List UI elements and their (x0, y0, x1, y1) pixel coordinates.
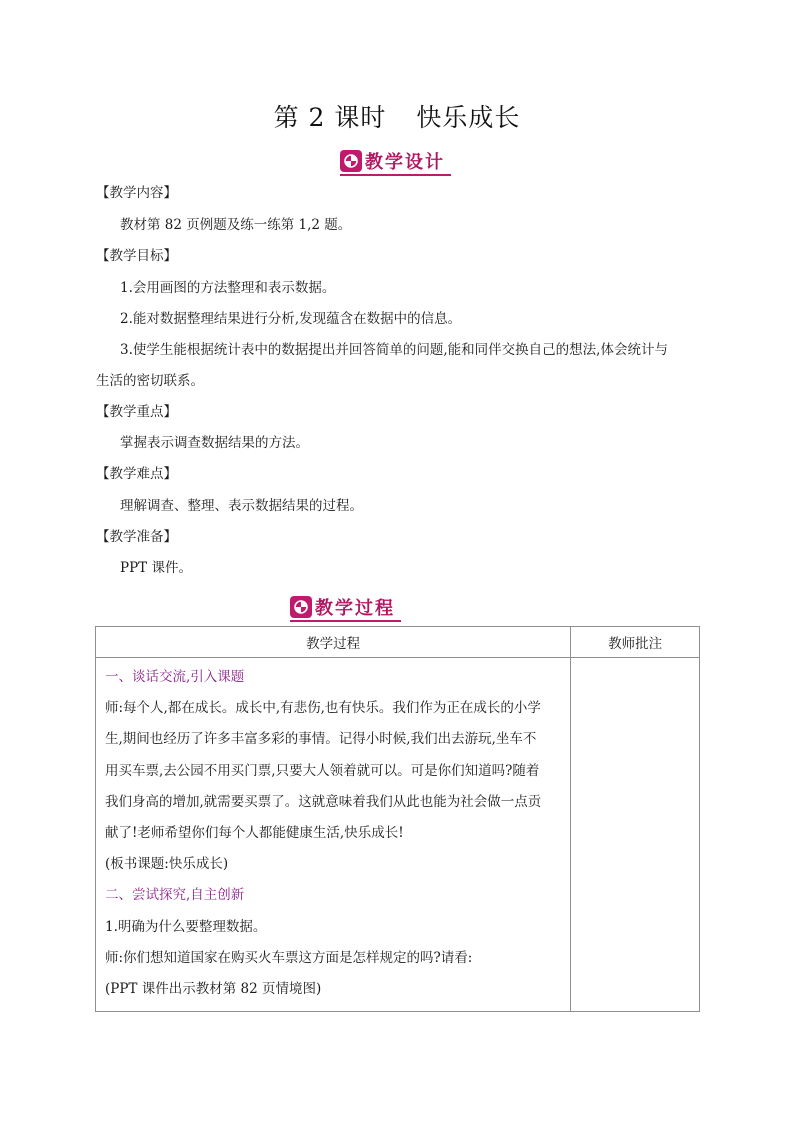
banner-underline (290, 620, 401, 622)
prep-heading: 【教学准备】 (96, 529, 177, 545)
notes-cell[interactable] (571, 658, 700, 1012)
goal-item: 2.能对数据整理结果进行分析,发现蕴含在数据中的信息。 (120, 311, 462, 327)
banner-label: 教学过程 (315, 598, 395, 619)
process-line: (PPT 课件出示教材第 82 页情境图) (105, 981, 322, 998)
process-line: 师:每个人,都在成长。成长中,有悲伤,也有快乐。我们作为正在成长的小学 (105, 700, 541, 717)
lesson-number: 第 2 课时 (273, 103, 387, 132)
process-line: 用买车票,去公园不用买门票,只要大人领着就可以。可是你们知道吗?随着 (105, 762, 540, 779)
content-text: 教材第 82 页例题及练一练第 1,2 题。 (120, 217, 352, 233)
goal-item-continuation: 生活的密切联系。 (96, 373, 204, 389)
process-heading: 一、谈话交流,引入课题 (105, 669, 245, 685)
teaching-process-table (95, 626, 700, 1012)
key-text: 掌握表示调查数据结果的方法。 (120, 435, 309, 451)
goal-item: 1.会用画图的方法整理和表示数据。 (120, 280, 336, 296)
page-title (0, 98, 794, 134)
banner-label: 教学设计 (365, 152, 445, 173)
section-banner-design (340, 148, 445, 174)
table-header-row (96, 627, 700, 658)
process-heading: 二、尝试探究,自主创新 (105, 887, 245, 904)
process-line: 生,期间也经历了许多丰富多彩的事情。记得小时候,我们出去游玩,坐车不 (105, 731, 537, 748)
process-line: 1.明确为什么要整理数据。 (105, 918, 267, 935)
lesson-topic: 快乐成长 (416, 103, 521, 132)
process-line: 我们身高的增加,就需要买票了。这就意味着我们从此也能为社会做一点贡 (105, 793, 542, 810)
table-row (96, 658, 700, 1012)
prep-text: PPT 课件。 (120, 560, 192, 576)
process-cell (96, 658, 571, 1012)
process-line: (板书课题:快乐成长) (105, 856, 229, 873)
difficulty-text: 理解调查、整理、表示数据结果的过程。 (120, 498, 363, 514)
process-line: 献了!老师希望你们每个人都能健康生活,快乐成长! (105, 825, 404, 842)
key-heading: 【教学重点】 (96, 404, 177, 420)
content-heading: 【教学内容】 (96, 185, 177, 201)
section-banner-process (290, 594, 395, 620)
header-process: 教学过程 (96, 627, 571, 658)
process-line: 师:你们想知道国家在购买火车票这方面是怎样规定的吗?请看: (105, 949, 473, 966)
difficulty-heading: 【教学难点】 (96, 466, 177, 482)
header-notes: 教师批注 (571, 627, 700, 658)
flower-logo-icon (290, 596, 312, 618)
flower-logo-icon (340, 150, 362, 172)
banner-underline (340, 174, 451, 176)
goal-item: 3.使学生能根据统计表中的数据提出并回答简单的问题,能和同伴交换自己的想法,体会统计与 (120, 342, 668, 358)
goals-heading: 【教学目标】 (96, 248, 177, 264)
